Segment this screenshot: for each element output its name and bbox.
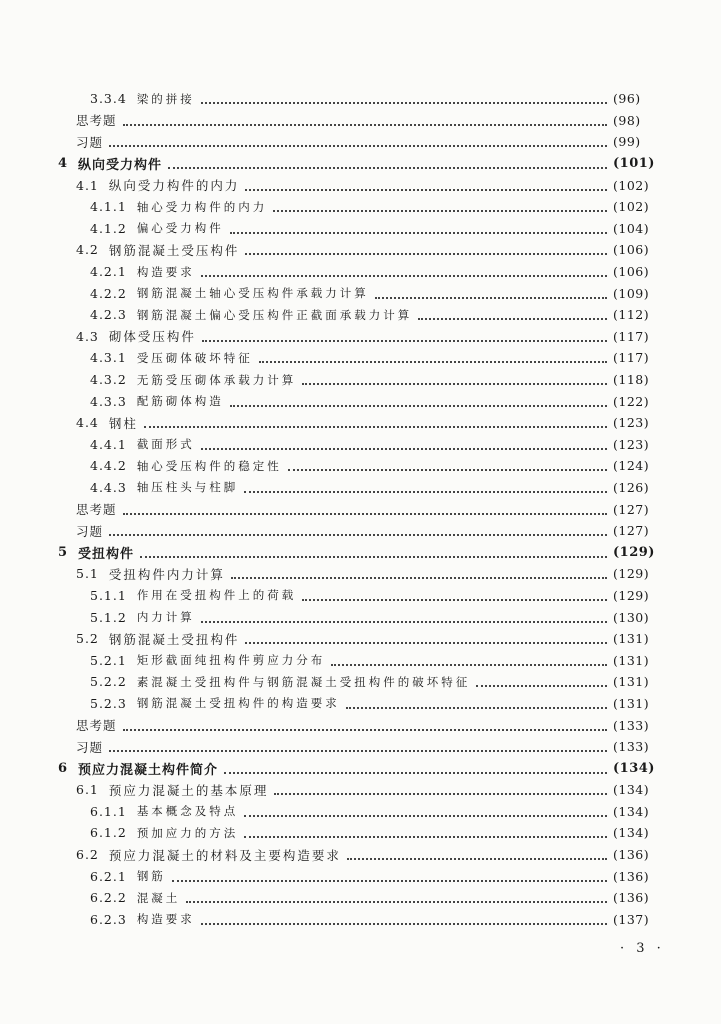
page-number: · 3 · <box>620 941 665 956</box>
toc-entry-number: 6 <box>58 760 69 776</box>
dot-leader <box>123 123 607 126</box>
dot-leader <box>172 879 607 882</box>
toc-entry-number: 4.1 <box>76 177 99 193</box>
toc-entry <box>0 671 721 693</box>
dot-leader <box>273 209 607 212</box>
toc-entry-page: (136) <box>613 847 650 863</box>
dot-leader <box>201 274 607 277</box>
toc-entry-title: 砌体受压构件 <box>108 329 196 345</box>
dot-leader <box>245 641 607 644</box>
toc-entry-page: (101) <box>613 156 655 172</box>
toc-entry-page: (129) <box>613 587 650 603</box>
toc-entry <box>0 520 721 542</box>
dot-leader <box>245 252 607 255</box>
toc-entry-title: 钢筋混凝土受扭构件的构造要求 <box>136 696 340 711</box>
toc-entry-title: 受扭构件内力计算 <box>108 566 225 582</box>
dot-leader <box>347 857 607 860</box>
dot-leader <box>201 447 607 450</box>
toc-entry-number: 5.2.3 <box>90 695 127 711</box>
toc-entry-page: (109) <box>613 285 650 301</box>
toc-entry <box>0 909 721 931</box>
dot-leader <box>230 231 607 234</box>
toc-entry <box>0 865 721 887</box>
toc-entry-page: (102) <box>613 199 650 215</box>
toc-entry-number: 5.1.1 <box>90 587 127 603</box>
dot-leader <box>346 706 607 709</box>
toc-entry-page: (136) <box>613 890 650 906</box>
toc-entry-title: 纵向受力构件的内力 <box>108 178 240 194</box>
toc-entry-page: (134) <box>613 782 650 798</box>
toc-entry-number: 4.4.3 <box>90 479 127 495</box>
toc-entry-title: 钢筋混凝土受扭构件 <box>108 631 240 647</box>
dot-leader <box>244 814 607 817</box>
toc-entry-number: 5.2.2 <box>90 674 127 690</box>
toc-entry-page: (99) <box>613 134 641 150</box>
toc-entry-title: 钢筋混凝土受压构件 <box>108 242 240 258</box>
toc-entry-title: 预应力混凝土的基本原理 <box>108 782 269 798</box>
dot-leader <box>109 533 607 536</box>
toc-entry-number: 6.1.2 <box>90 825 127 841</box>
toc-entry <box>0 369 721 391</box>
toc-entry <box>0 628 721 650</box>
toc-entry-number: 4.4.1 <box>90 436 127 452</box>
toc-entry-page: (112) <box>613 307 650 323</box>
toc-entry-number: 6.2.1 <box>90 868 127 884</box>
dot-leader <box>375 296 607 299</box>
toc-entry-title: 基本概念及特点 <box>136 804 239 819</box>
dot-leader <box>123 728 607 731</box>
dot-leader <box>224 771 607 774</box>
dot-leader <box>245 188 607 191</box>
dot-leader <box>476 684 607 687</box>
toc-entry <box>0 541 721 563</box>
toc-entry <box>0 736 721 758</box>
toc-entry-number: 6.1 <box>76 782 99 798</box>
toc-entry <box>0 261 721 283</box>
toc-entry-page: (117) <box>613 350 650 366</box>
dot-leader <box>202 339 607 342</box>
toc-entry <box>0 304 721 326</box>
toc-entry-title: 受扭构件 <box>78 546 135 562</box>
toc-entry <box>0 88 721 110</box>
toc-entry-title: 梁的拼接 <box>136 91 195 106</box>
toc-entry-title: 受压砌体破坏特征 <box>136 350 253 365</box>
dot-leader <box>144 425 607 428</box>
toc-entry-page: (129) <box>613 544 655 560</box>
toc-entry-page: (106) <box>613 242 650 258</box>
dot-leader <box>274 792 607 795</box>
table-of-contents <box>0 88 721 930</box>
toc-entry-title: 纵向受力构件 <box>78 158 163 174</box>
toc-entry <box>0 390 721 412</box>
toc-entry-number: 4.1.1 <box>90 199 127 215</box>
toc-entry-title: 截面形式 <box>136 437 195 452</box>
toc-entry-number: 4.4.2 <box>90 458 127 474</box>
toc-entry-title: 钢柱 <box>108 415 138 431</box>
toc-entry-page: (106) <box>613 264 650 280</box>
dot-leader <box>186 900 607 903</box>
toc-entry-number: 4.2 <box>76 242 99 258</box>
toc-entry <box>0 822 721 844</box>
toc-entry-page: (136) <box>613 868 650 884</box>
toc-entry-page: (118) <box>613 372 650 388</box>
dot-leader <box>244 490 607 493</box>
toc-entry-title: 思考题 <box>76 718 117 734</box>
toc-entry <box>0 434 721 456</box>
toc-entry-number: 4.2.3 <box>90 307 127 323</box>
toc-entry-title: 构造要求 <box>136 912 195 927</box>
toc-entry <box>0 585 721 607</box>
toc-entry-number: 5.1.2 <box>90 609 127 625</box>
toc-entry-page: (123) <box>613 436 650 452</box>
dot-leader <box>288 468 607 471</box>
toc-entry-number: 4.4 <box>76 415 99 431</box>
toc-entry-number: 4.3.1 <box>90 350 127 366</box>
dot-leader <box>140 555 607 558</box>
toc-entry-page: (129) <box>613 566 650 582</box>
toc-entry-page: (127) <box>613 501 650 517</box>
toc-entry-page: (131) <box>613 652 650 668</box>
toc-entry <box>0 801 721 823</box>
toc-entry-number: 6.1.1 <box>90 803 127 819</box>
dot-leader <box>230 404 607 407</box>
toc-entry-number: 4.3.3 <box>90 393 127 409</box>
dot-leader <box>244 835 607 838</box>
toc-entry-title: 轴心受压构件的稳定性 <box>136 458 282 473</box>
toc-entry <box>0 693 721 715</box>
toc-entry-title: 偏心受力构件 <box>136 221 224 236</box>
toc-entry-page: (104) <box>613 220 650 236</box>
toc-entry-page: (133) <box>613 717 650 733</box>
dot-leader <box>302 382 607 385</box>
toc-entry <box>0 844 721 866</box>
dot-leader <box>123 512 607 515</box>
toc-entry-number: 6.2 <box>76 847 99 863</box>
toc-entry-title: 预加应力的方法 <box>136 825 239 840</box>
toc-entry-title: 钢筋 <box>136 869 166 884</box>
toc-entry-page: (117) <box>613 328 650 344</box>
toc-entry <box>0 779 721 801</box>
toc-entry <box>0 563 721 585</box>
dot-leader <box>201 922 607 925</box>
toc-entry <box>0 498 721 520</box>
dot-leader <box>302 598 607 601</box>
toc-entry-page: (131) <box>613 631 650 647</box>
toc-entry-title: 混凝土 <box>136 890 181 905</box>
toc-entry-title: 习题 <box>76 523 104 539</box>
toc-entry-page: (98) <box>613 112 641 128</box>
toc-entry-number: 6.2.3 <box>90 911 127 927</box>
dot-leader <box>418 317 607 320</box>
toc-entry-number: 4.3.2 <box>90 372 127 388</box>
toc-entry-page: (134) <box>613 825 650 841</box>
toc-entry-number: 4 <box>58 156 69 172</box>
toc-entry-title: 预应力混凝土构件简介 <box>78 762 219 778</box>
toc-entry-number: 5 <box>58 544 69 560</box>
toc-entry-title: 素混凝土受扭构件与钢筋混凝土受扭构件的破坏特征 <box>136 674 471 689</box>
toc-entry-number: 3.3.4 <box>90 91 127 107</box>
toc-entry-page: (124) <box>613 458 650 474</box>
toc-entry <box>0 649 721 671</box>
toc-entry <box>0 757 721 779</box>
toc-entry-title: 思考题 <box>76 113 117 129</box>
toc-entry-page: (123) <box>613 415 650 431</box>
toc-entry-number: 4.1.2 <box>90 220 127 236</box>
toc-entry-page: (131) <box>613 695 650 711</box>
toc-entry-title: 配筋砌体构造 <box>136 394 224 409</box>
toc-entry-number: 6.2.2 <box>90 890 127 906</box>
toc-entry <box>0 196 721 218</box>
toc-entry-number: 5.2 <box>76 631 99 647</box>
toc-entry-title: 无筋受压砌体承载力计算 <box>136 372 297 387</box>
toc-entry <box>0 455 721 477</box>
toc-entry-page: (130) <box>613 609 650 625</box>
toc-entry-title: 思考题 <box>76 502 117 518</box>
toc-entry <box>0 282 721 304</box>
toc-entry-page: (126) <box>613 479 650 495</box>
toc-entry-title: 习题 <box>76 739 104 755</box>
toc-entry <box>0 174 721 196</box>
toc-entry <box>0 110 721 132</box>
toc-entry-number: 5.2.1 <box>90 652 127 668</box>
dot-leader <box>259 360 607 363</box>
dot-leader <box>201 101 607 104</box>
toc-entry-page: (134) <box>613 760 655 776</box>
dot-leader <box>168 166 607 169</box>
toc-entry <box>0 326 721 348</box>
toc-entry-page: (102) <box>613 177 650 193</box>
toc-entry <box>0 887 721 909</box>
toc-entry-number: 5.1 <box>76 566 99 582</box>
toc-entry-title: 预应力混凝土的材料及主要构造要求 <box>108 847 341 863</box>
toc-entry <box>0 412 721 434</box>
dot-leader <box>109 749 607 752</box>
dot-leader <box>109 144 607 147</box>
toc-entry <box>0 606 721 628</box>
toc-entry-title: 矩形截面纯扭构件剪应力分布 <box>136 653 326 668</box>
toc-entry <box>0 131 721 153</box>
toc-entry-title: 习题 <box>76 134 104 150</box>
toc-entry-page: (134) <box>613 803 650 819</box>
dot-leader <box>231 576 607 579</box>
toc-entry-number: 4.3 <box>76 328 99 344</box>
toc-entry-title: 构造要求 <box>136 264 195 279</box>
toc-entry-page: (133) <box>613 739 650 755</box>
toc-entry <box>0 239 721 261</box>
toc-entry <box>0 714 721 736</box>
toc-entry <box>0 347 721 369</box>
toc-entry <box>0 477 721 499</box>
toc-entry-page: (122) <box>613 393 650 409</box>
toc-entry-page: (137) <box>613 911 650 927</box>
toc-entry-title: 作用在受扭构件上的荷载 <box>136 588 297 603</box>
toc-entry <box>0 218 721 240</box>
toc-entry <box>0 153 721 175</box>
toc-entry-page: (96) <box>613 91 641 107</box>
toc-entry-title: 内力计算 <box>136 610 195 625</box>
toc-entry-title: 轴压柱头与柱脚 <box>136 480 239 495</box>
toc-entry-page: (127) <box>613 523 650 539</box>
toc-entry-title: 钢筋混凝土轴心受压构件承载力计算 <box>136 286 369 301</box>
toc-entry-page: (131) <box>613 674 650 690</box>
toc-entry-number: 4.2.2 <box>90 285 127 301</box>
toc-entry-title: 钢筋混凝土偏心受压构件正截面承载力计算 <box>136 307 413 322</box>
dot-leader <box>201 620 607 623</box>
toc-entry-number: 4.2.1 <box>90 264 127 280</box>
toc-entry-title: 轴心受力构件的内力 <box>136 199 268 214</box>
dot-leader <box>331 663 607 666</box>
